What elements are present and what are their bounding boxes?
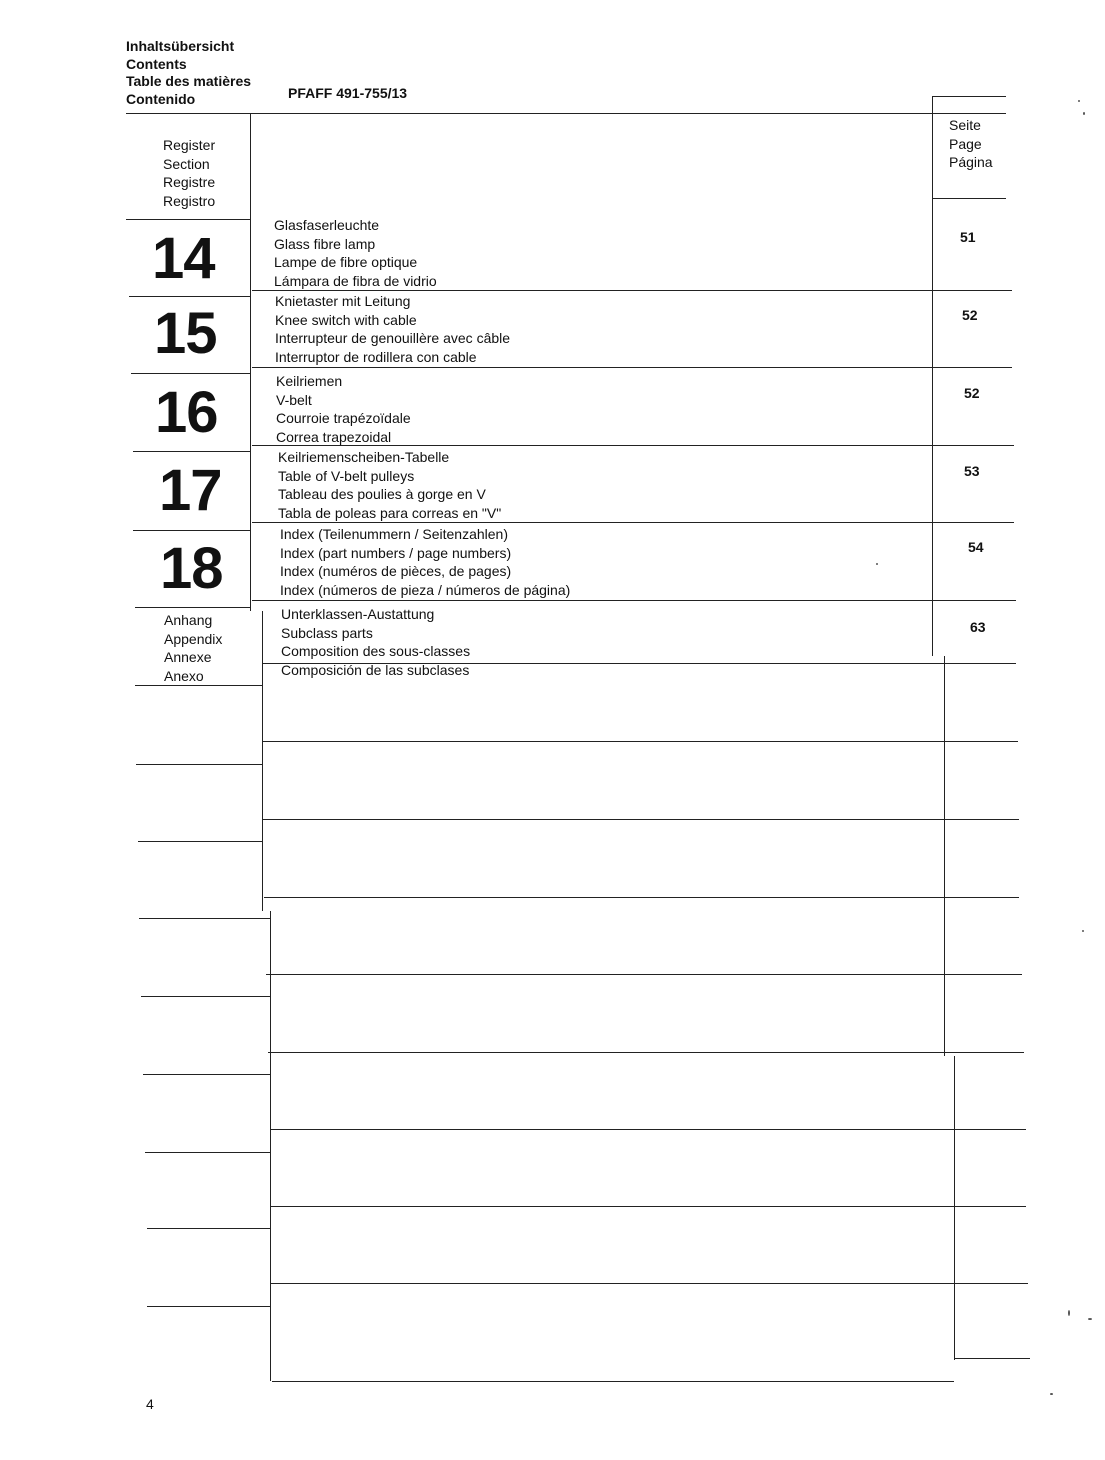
page-column-divider-middle	[944, 656, 945, 1056]
scan-speck	[876, 563, 878, 565]
scan-speck	[1068, 1310, 1070, 1316]
empty-row-rule-left	[147, 1306, 270, 1307]
empty-row-rule	[266, 974, 1022, 975]
scan-speck	[1050, 1393, 1053, 1395]
register-column-divider-middle	[262, 611, 263, 911]
row-rule-left	[135, 685, 262, 686]
table-row-entry: Knietaster mit Leitung Knee switch with cable Interrupteur de genouillère avec câble Interruptor de rodillera con cable	[275, 293, 511, 365]
table-row-entry: Index (Teilenummern / Seitenzahlen) Index (part numbers / page numbers) Index (numéros de pièces, de pages) Index (números de pieza / números de página)	[280, 526, 571, 598]
table-bottom-rule-right	[954, 1358, 1030, 1359]
register-column-divider-upper	[250, 113, 251, 611]
row-rule	[252, 445, 1014, 446]
table-row-entry: Keilriemen V-belt Courroie trapézoïdale Correa trapezoidal	[276, 373, 411, 445]
page-number: 54	[968, 539, 984, 555]
empty-row-rule-left	[145, 1152, 270, 1153]
empty-row-rule	[270, 1129, 1026, 1130]
register-number: 17	[159, 458, 222, 523]
header-row-rule-left	[126, 219, 250, 220]
table-top-rule	[126, 113, 1006, 114]
empty-row-rule-left	[136, 764, 262, 765]
scan-speck	[1082, 930, 1084, 932]
page-number: 52	[962, 307, 978, 323]
table-row-entry: Unterklassen-Austattung Subclass parts Composition des sous-classes Composición de las subclases	[281, 606, 471, 678]
page-number: 53	[964, 463, 980, 479]
appendix-register-label: Anhang Appendix Annexe Anexo	[164, 612, 223, 684]
empty-row-rule-left	[138, 841, 262, 842]
table-bottom-rule	[272, 1381, 954, 1382]
page-number: 52	[964, 385, 980, 401]
scan-speck	[1088, 1318, 1092, 1320]
row-rule-left	[133, 451, 250, 452]
footer-page-number: 4	[146, 1396, 154, 1412]
empty-row-rule-left	[147, 1228, 270, 1229]
scan-speck	[1083, 112, 1085, 115]
page-column-divider-lower	[954, 1056, 955, 1360]
empty-row-rule	[262, 741, 1018, 742]
empty-row-rule-left	[139, 918, 270, 919]
row-rule-left	[129, 296, 250, 297]
empty-row-rule-left	[143, 1074, 270, 1075]
row-rule	[262, 663, 1016, 664]
title-french: Table des matières	[126, 73, 252, 89]
title-spanish: Contenido	[126, 90, 196, 107]
empty-row-rule	[264, 897, 1019, 898]
register-column-divider-lower	[270, 911, 271, 1381]
empty-row-rule	[270, 1283, 1028, 1284]
scan-speck	[1078, 100, 1080, 102]
page-number: 51	[960, 229, 976, 245]
register-number: 16	[155, 380, 218, 445]
page-column-divider-upper	[932, 96, 933, 656]
page-number: 63	[970, 619, 986, 635]
empty-row-rule	[270, 1206, 1026, 1207]
table-row-entry: Keilriemenscheiben-Tabelle Table of V-belt pulleys Tableau des poulies à gorge en V Tabla de poleas para correas en "V"	[278, 449, 502, 521]
title-german: Inhaltsübersicht	[126, 38, 235, 54]
table-row-entry: Glasfaserleuchte Glass fibre lamp Lampe de fibre optique Lámpara de fibra de vidrio	[274, 217, 437, 289]
empty-row-rule-left	[141, 996, 270, 997]
header-row-rule-right	[932, 198, 1006, 199]
row-rule	[252, 290, 1012, 291]
register-column-header: Register Section Registre Registro	[163, 137, 216, 209]
register-number: 15	[154, 301, 217, 366]
row-rule	[252, 600, 1016, 601]
row-rule-left	[131, 373, 250, 374]
register-number: 14	[152, 226, 215, 291]
document-title-block	[126, 38, 251, 108]
title-english: Contents	[126, 55, 187, 72]
model-label: PFAFF 491-755/13	[288, 85, 408, 101]
page-column-header: Seite Page Página	[949, 117, 993, 170]
row-rule-left	[133, 530, 250, 531]
page-column-top-rule	[932, 96, 1006, 97]
empty-row-rule	[268, 1052, 1024, 1053]
row-rule-left	[135, 607, 250, 608]
empty-row-rule	[262, 819, 1019, 820]
row-rule	[252, 367, 1012, 368]
row-rule	[252, 522, 1014, 523]
register-number: 18	[160, 536, 223, 601]
